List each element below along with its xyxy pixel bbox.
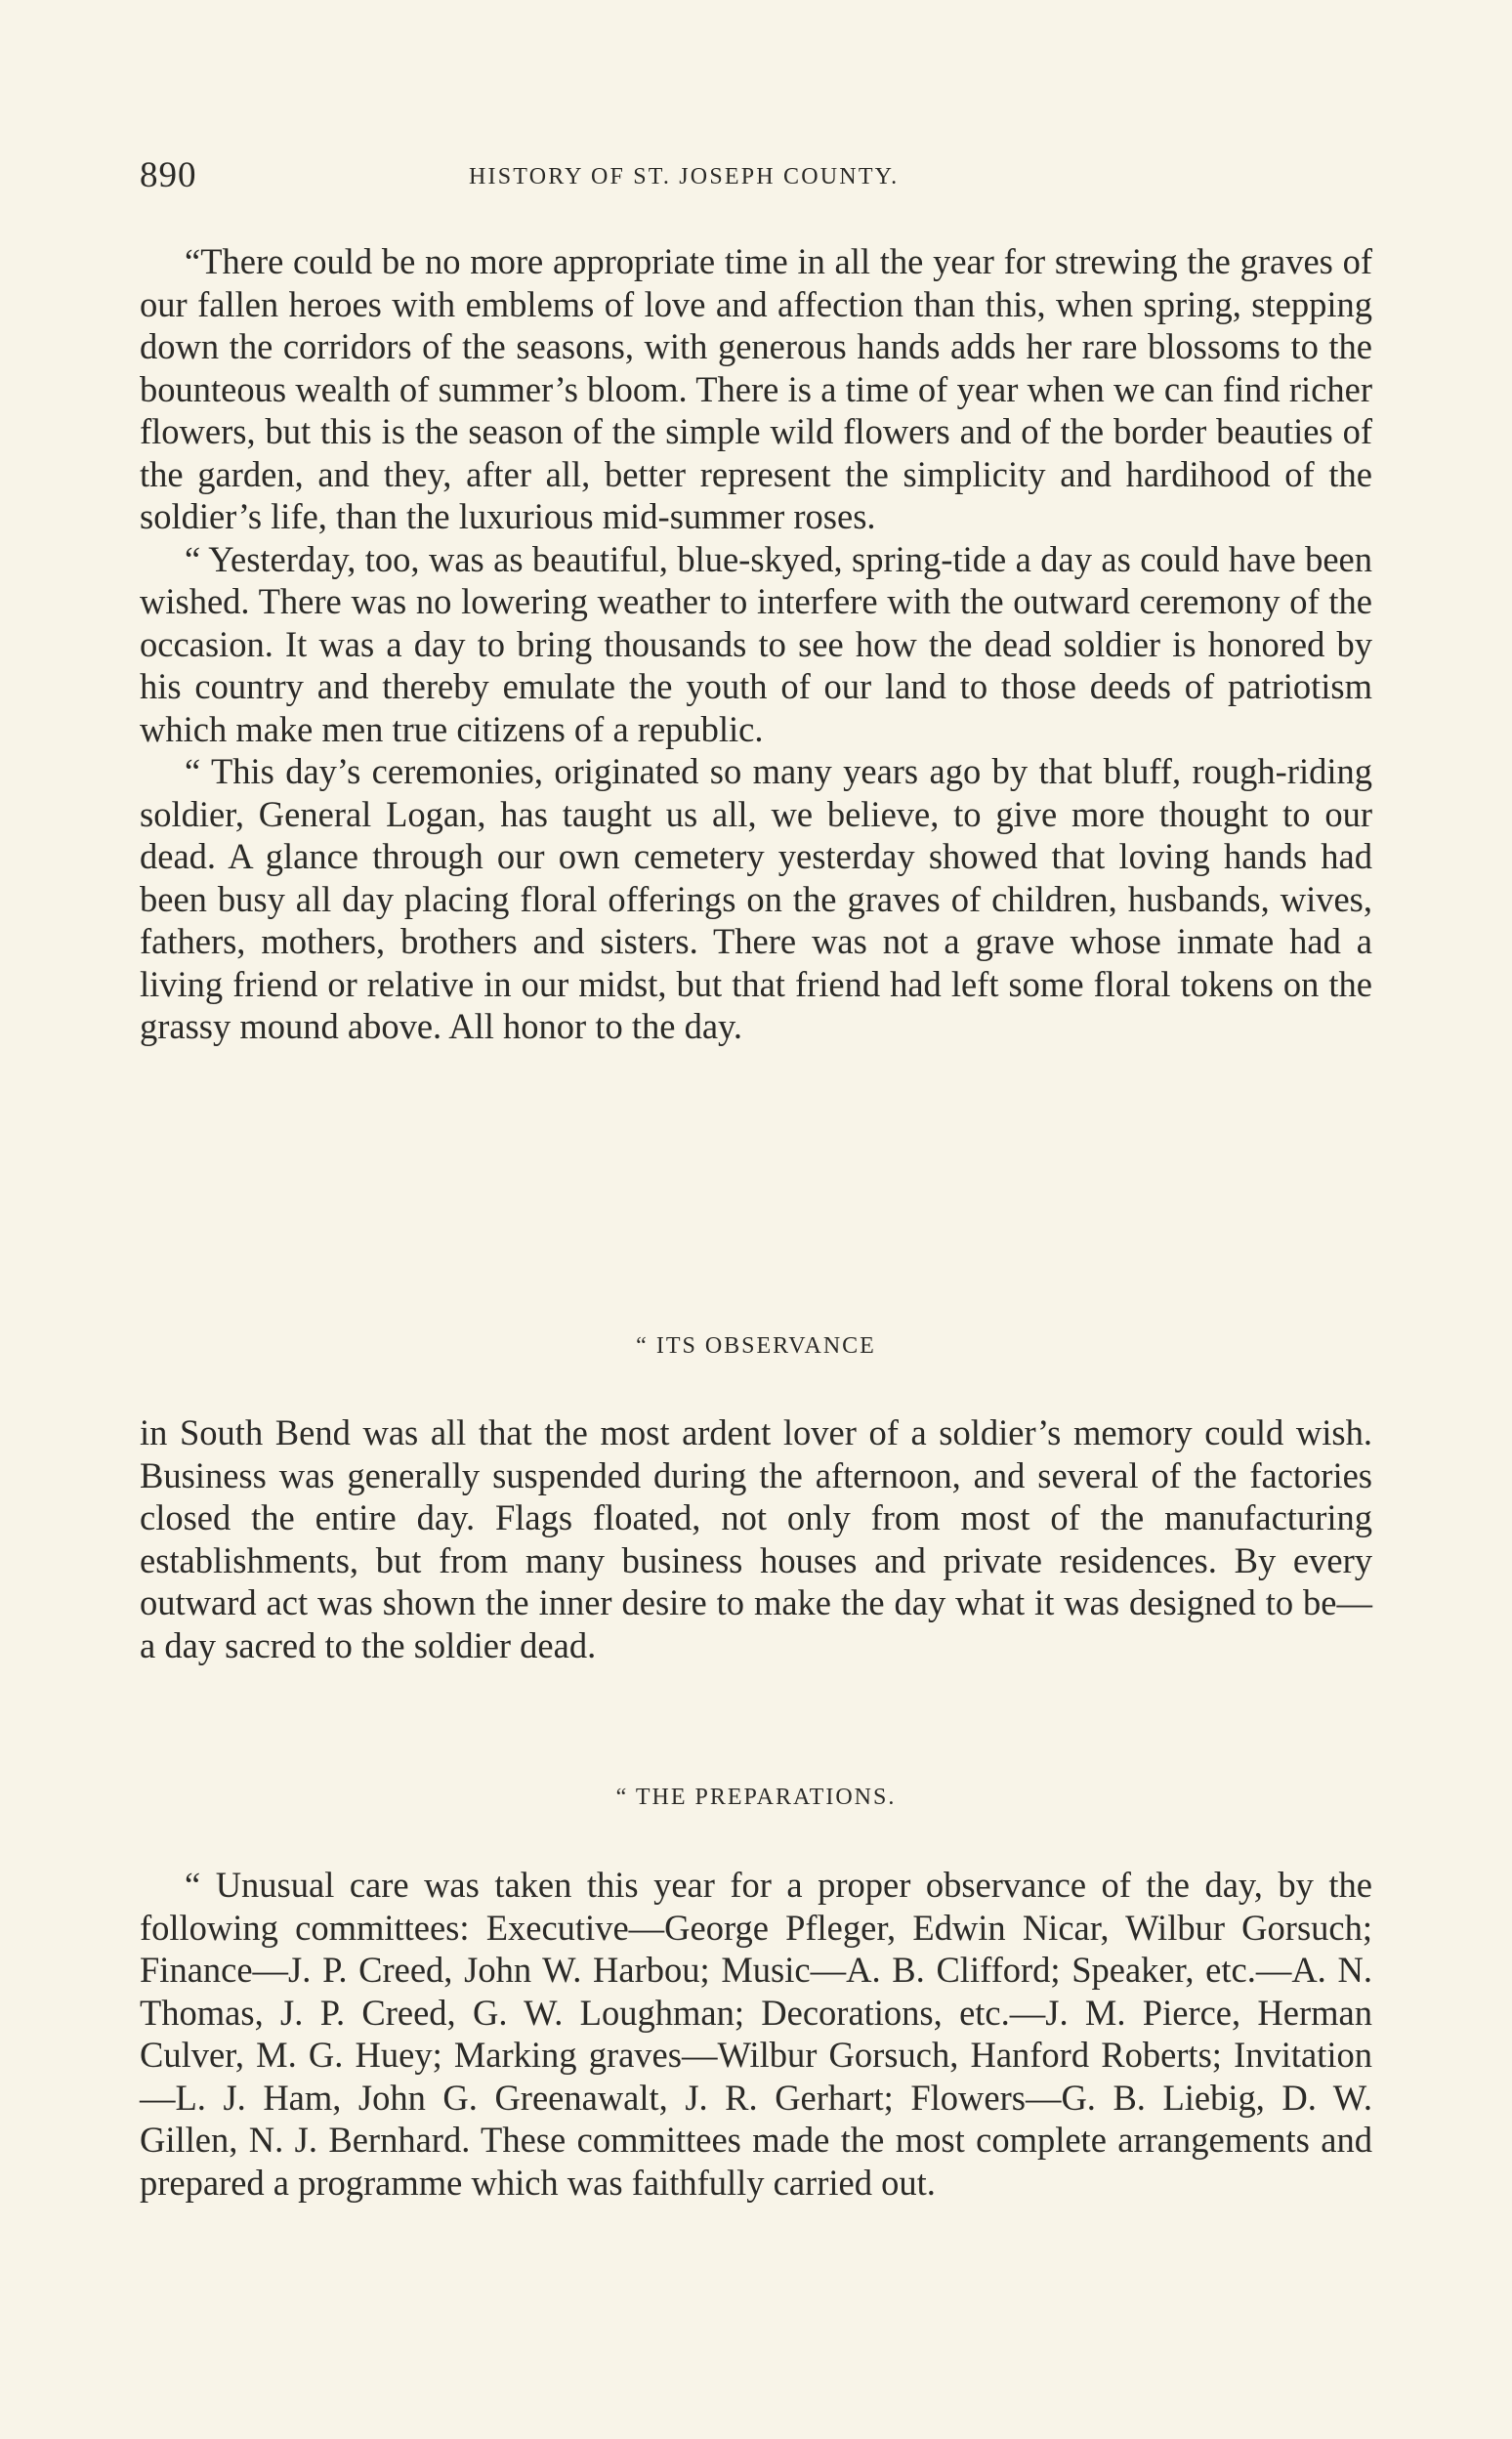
paragraph-preparations: “ Unusual care was taken this year for a proper observance of the day, by the following committees: Executive—George Pfleger, Edwin Nicar, Wilbur Gorsuch; Finance—J. P. Creed, John W. Harbou; Music—A. B. Clifford; Speaker, etc.—A. N. Thomas, J. P. Creed, G. W. Loughman; Decorations, etc.—J. M. Pierce, Herman Culver, M. G. Huey; Marking graves—Wilbur Gorsuch, Hanford Roberts; Invitation—L. J. Ham, John G. Greenawalt, J. R. Gerhart; Flowers—G. B. Liebig, D. W. Gillen, N. J. Bernhard. These committees made the most complete arrangements and prepared a programme which was faithfully carried out. bbox=[140, 1865, 1372, 2203]
paragraph-observance: in South Bend was all that the most ardent lover of a soldier’s memory could wish. Business was generally suspended during the afternoon, and several of the factories closed the entire day. Flags floated, not only from most of the manufacturing establishments, but from many business houses and private residences. By every outward act was shown the inner desire to make the day what it was designed to be—a day sacred to the soldier dead. bbox=[140, 1412, 1372, 1665]
running-head-title: HISTORY OF ST. JOSEPH COUNTY. bbox=[469, 164, 900, 189]
paragraph-ceremonies: “ This day’s ceremonies, originated so many years ago by that bluff, rough-riding soldier, General Logan, has taught us all, we believe, to give more thought to our dead. A glance through our own cemetery yesterday showed that loving hands had been busy all day placing floral offerings on the graves of children, husbands, wives, fathers, mothers, brothers and sisters. There was not a grave whose inmate had a living friend or relative in our midst, but that friend had left some floral tokens on the grassy mound above. All honor to the day. bbox=[140, 751, 1372, 1046]
subhead-preparations: “ THE PREPARATIONS. bbox=[615, 1785, 897, 1810]
body-text-top bbox=[140, 240, 1372, 1048]
body-text-observance bbox=[140, 1411, 1372, 1666]
page-number: 890 bbox=[140, 155, 197, 195]
subhead-observance: “ ITS OBSERVANCE bbox=[636, 1333, 876, 1359]
paragraph-strewing-graves: “There could be no more appropriate time in all the year for strewing the graves of our fallen heroes with emblems of love and affection than this, when spring, stepping down the corridors of the seasons, with generous hands adds her rare blossoms to the bounteous wealth of summer’s bloom. There is a time of year when we can find richer flowers, but this is the season of the simple wild flowers and of the border beauties of the garden, and they, after all, better represent the simplicity and hardihood of the soldier’s life, than the luxurious mid-summer roses. bbox=[140, 241, 1372, 536]
running-head bbox=[140, 154, 1372, 203]
paragraph-yesterday: “ Yesterday, too, was as beautiful, blue-skyed, spring-tide a day as could have been wished. There was no lowering weather to interfere with the outward ceremony of the occasion. It was a day to bring thousands to see how the dead soldier is honored by his country and thereby emulate the youth of our land to those deeds of patriotism which make men true citizens of a republic. bbox=[140, 538, 1372, 749]
body-text-preparations bbox=[140, 1864, 1372, 2204]
